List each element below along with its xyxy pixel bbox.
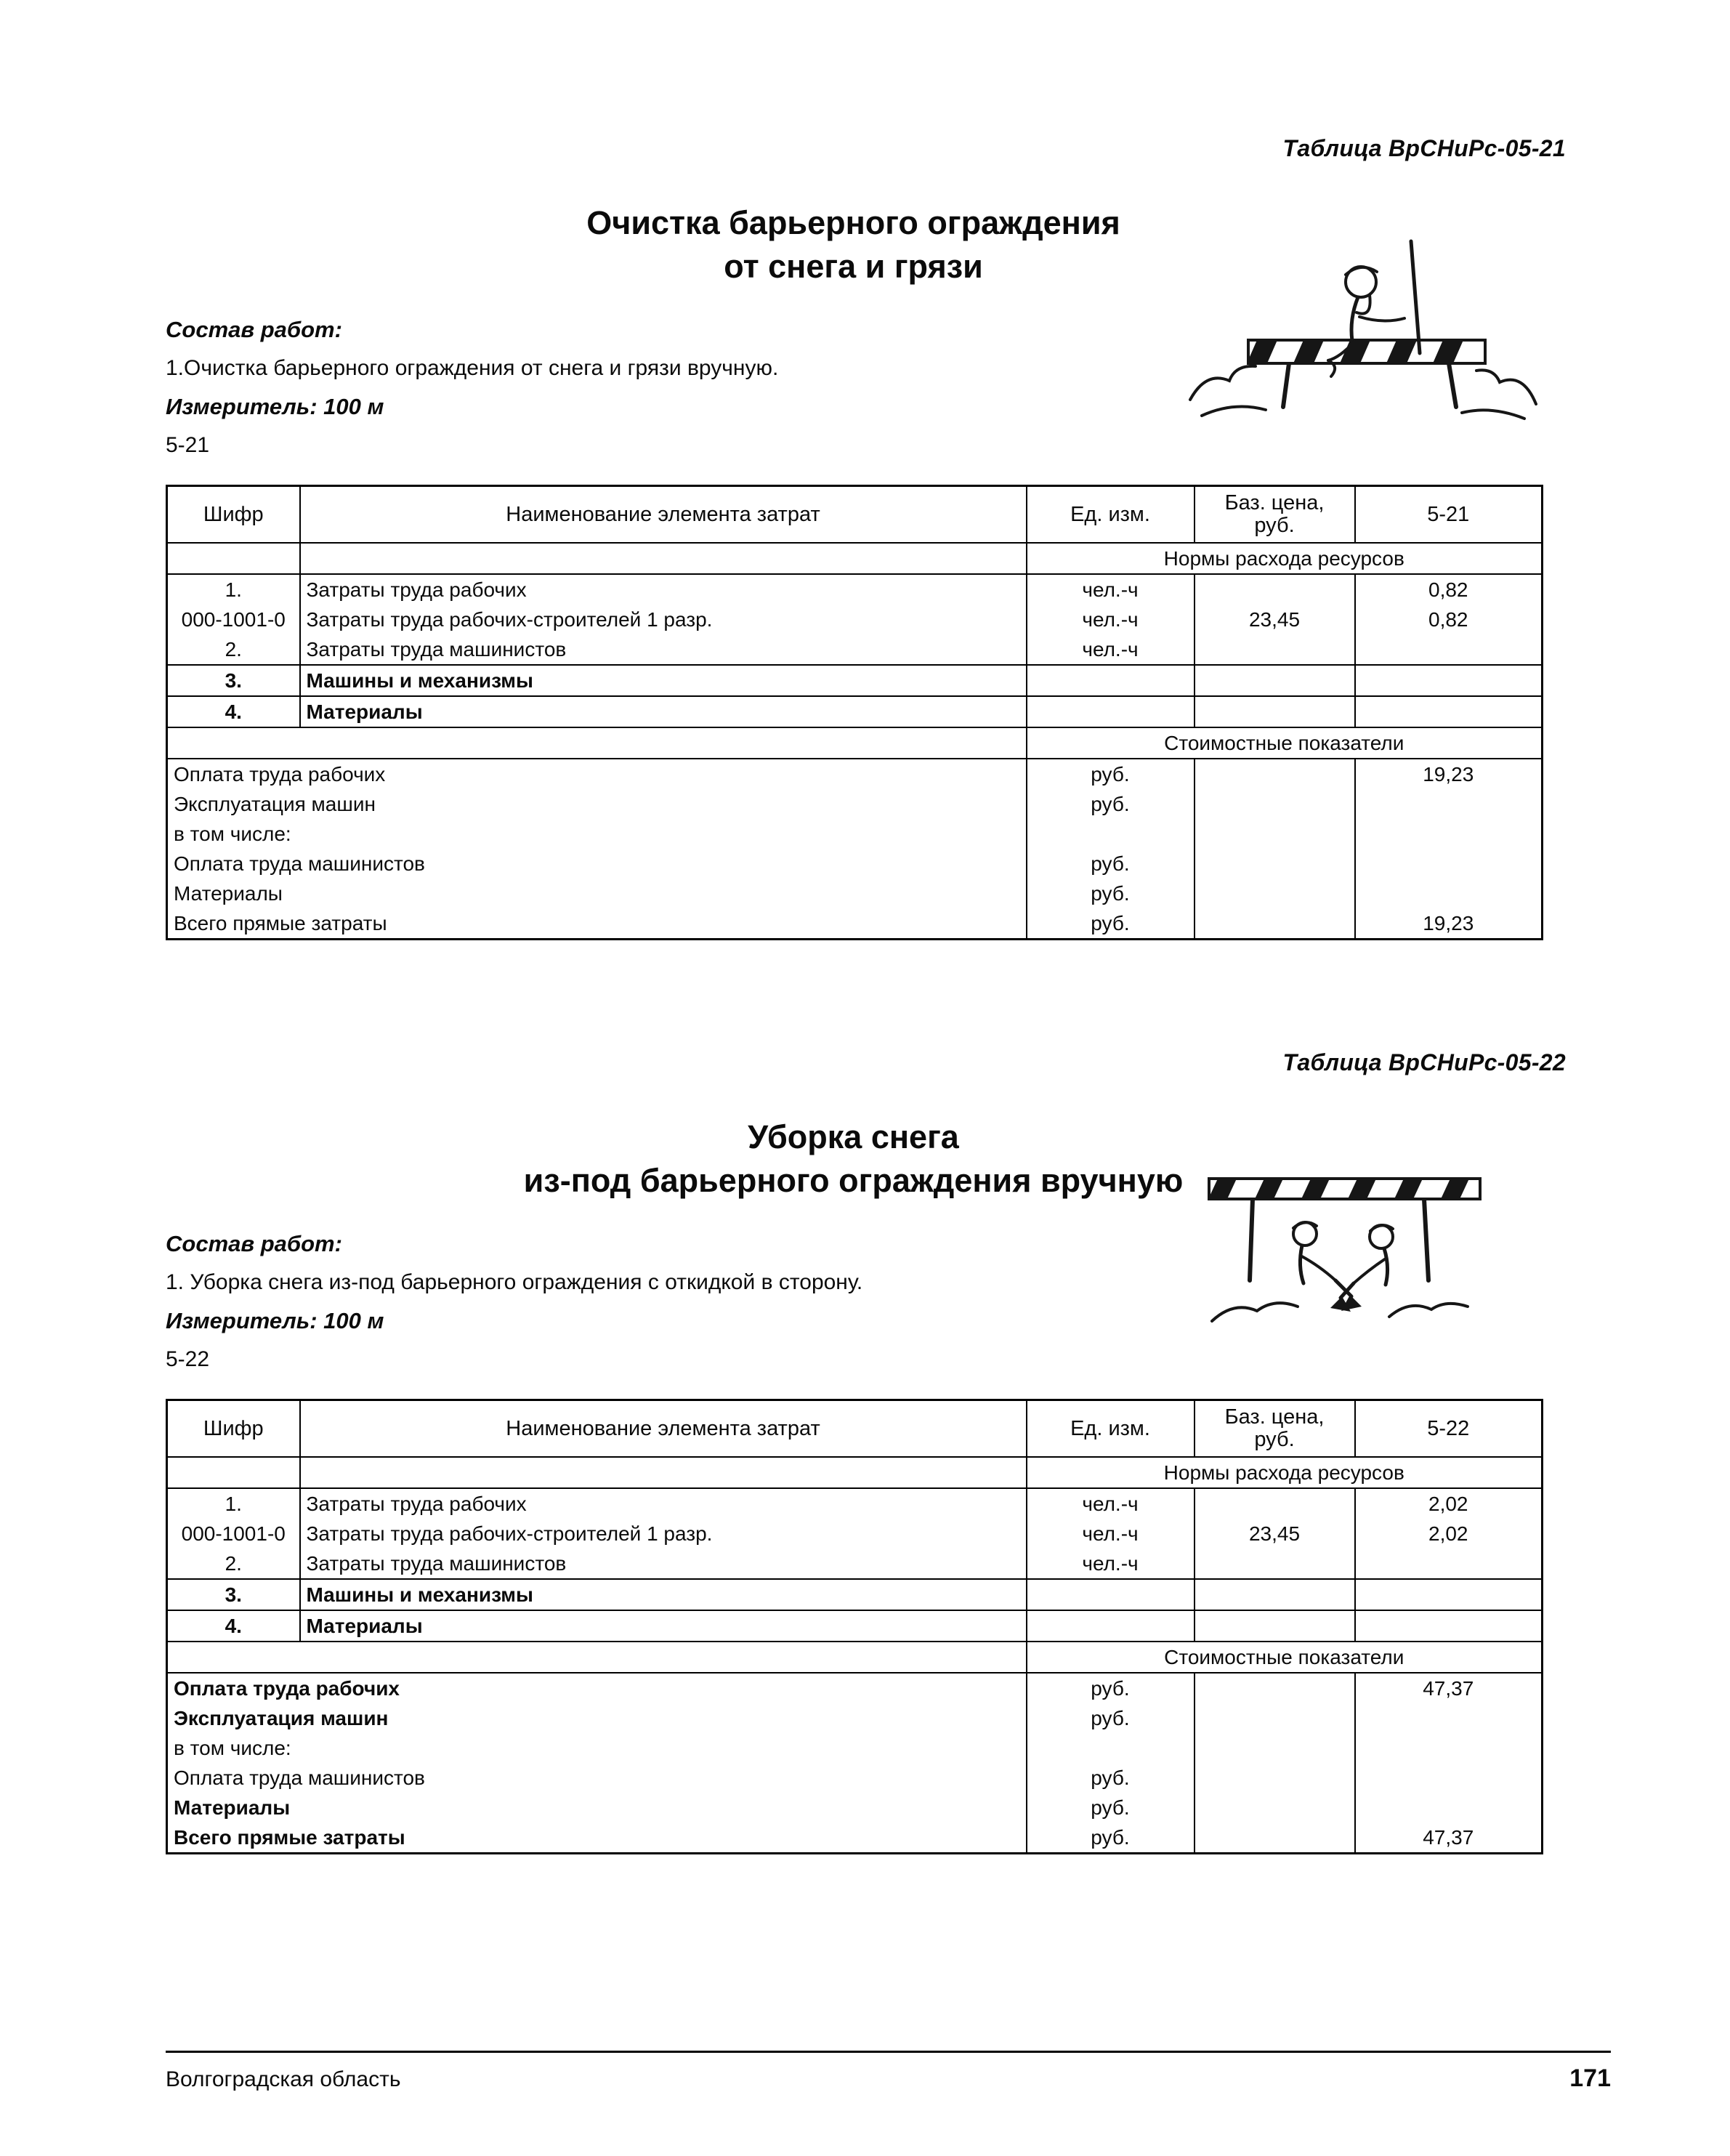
empty-cell: [300, 543, 1027, 574]
table-header-row: [167, 1400, 1543, 1458]
name-cell: Машины и механизмы: [300, 1579, 1027, 1610]
cost-row: [167, 908, 1543, 940]
price-cell: [1195, 908, 1355, 940]
col-header-unit: Ед. изм.: [1027, 486, 1195, 544]
norms-band-label: Нормы расхода ресурсов: [1027, 1457, 1543, 1488]
resource-row: [167, 634, 1543, 665]
workers-shoveling-snow-illustration-icon: [1205, 1160, 1484, 1338]
price-cell: [1195, 1822, 1355, 1854]
norm-code: 5-22: [166, 1347, 210, 1371]
unit-cell: чел.-ч: [1027, 1488, 1195, 1519]
name-cell: Машины и механизмы: [300, 665, 1027, 696]
shifr-cell: 4.: [167, 1610, 300, 1642]
price-cell: [1195, 849, 1355, 879]
price-cell: [1195, 1763, 1355, 1793]
value-cell: [1355, 1610, 1543, 1642]
value-cell: [1355, 879, 1543, 908]
price-cell: [1195, 1488, 1355, 1519]
empty-cell: [300, 1457, 1027, 1488]
resource-row: [167, 1549, 1543, 1579]
value-cell: [1355, 1579, 1543, 1610]
price-cell: [1195, 879, 1355, 908]
name-cell: Всего прямые затраты: [167, 908, 1027, 940]
name-cell: Оплата труда рабочих: [167, 759, 1027, 789]
resource-row: [167, 696, 1543, 727]
name-cell: Оплата труда рабочих: [167, 1673, 1027, 1703]
norms-band-label: Нормы расхода ресурсов: [1027, 543, 1543, 574]
unit-cell: [1027, 665, 1195, 696]
value-cell: 2,02: [1355, 1488, 1543, 1519]
base-price-line2: руб.: [1254, 1428, 1295, 1451]
cost-band-label: Стоимостные показатели: [1027, 727, 1543, 759]
unit-cell: [1027, 1610, 1195, 1642]
value-cell: [1355, 1793, 1543, 1822]
table-caption-05-22: Таблица ВрСНиРс-05-22: [1282, 1049, 1566, 1075]
value-cell: 47,37: [1355, 1822, 1543, 1854]
value-cell: [1355, 1703, 1543, 1733]
work-scope-item: 1.Очистка барьерного ограждения от снега и грязи вручную.: [166, 356, 779, 380]
cost-row: [167, 1673, 1543, 1703]
price-cell: [1195, 574, 1355, 605]
name-cell: Материалы: [167, 1793, 1027, 1822]
unit-cell: чел.-ч: [1027, 574, 1195, 605]
resource-row: [167, 605, 1543, 634]
name-cell: Эксплуатация машин: [167, 789, 1027, 819]
cost-row: [167, 1763, 1543, 1793]
price-cell: [1195, 696, 1355, 727]
work-scope-label: Состав работ:: [166, 1231, 342, 1256]
measure-label: Измеритель: 100 м: [166, 394, 384, 419]
empty-cell: [167, 727, 1027, 759]
name-cell: Материалы: [167, 879, 1027, 908]
value-cell: [1355, 819, 1543, 849]
value-cell: [1355, 665, 1543, 696]
price-cell: [1195, 1673, 1355, 1703]
col-header-unit: Ед. изм.: [1027, 1400, 1195, 1458]
name-cell: Затраты труда машинистов: [300, 634, 1027, 665]
shifr-cell: 2.: [167, 634, 300, 665]
name-cell: Затраты труда машинистов: [300, 1549, 1027, 1579]
unit-cell: руб.: [1027, 908, 1195, 940]
shifr-cell: 3.: [167, 1579, 300, 1610]
section-title-line2: из-под барьерного ограждения вручную: [523, 1162, 1184, 1199]
section-title-line1: Уборка снега: [748, 1118, 959, 1155]
unit-cell: чел.-ч: [1027, 1549, 1195, 1579]
col-header-shifr: Шифр: [167, 1400, 300, 1458]
page-footer: [166, 2051, 1611, 2093]
col-header-code: 5-22: [1355, 1400, 1543, 1458]
cost-row: [167, 759, 1543, 789]
unit-cell: чел.-ч: [1027, 1519, 1195, 1549]
unit-cell: [1027, 1579, 1195, 1610]
work-scope-label: Состав работ:: [166, 317, 342, 342]
col-header-shifr: Шифр: [167, 486, 300, 544]
base-price-line1: Баз. цена,: [1224, 1405, 1325, 1429]
resource-row: [167, 574, 1543, 605]
resource-row: [167, 1488, 1543, 1519]
price-cell: 23,45: [1195, 1519, 1355, 1549]
cost-row: [167, 1733, 1543, 1763]
unit-cell: руб.: [1027, 1673, 1195, 1703]
worker-on-guardrail-illustration-icon: [1181, 231, 1545, 431]
price-cell: 23,45: [1195, 605, 1355, 634]
col-header-code: 5-21: [1355, 486, 1543, 544]
name-cell: в том числе:: [167, 1733, 1027, 1763]
resource-row: [167, 1519, 1543, 1549]
unit-cell: чел.-ч: [1027, 605, 1195, 634]
unit-cell: [1027, 819, 1195, 849]
unit-cell: руб.: [1027, 1703, 1195, 1733]
name-cell: Затраты труда рабочих-строителей 1 разр.: [300, 1519, 1027, 1549]
resource-row: [167, 1579, 1543, 1610]
shifr-cell: 000-1001-0: [167, 605, 300, 634]
norms-band-row: [167, 1457, 1543, 1488]
empty-cell: [167, 543, 300, 574]
name-cell: Затраты труда рабочих: [300, 574, 1027, 605]
base-price-line1: Баз. цена,: [1224, 491, 1325, 514]
price-cell: [1195, 1703, 1355, 1733]
value-cell: [1355, 849, 1543, 879]
resource-row: [167, 665, 1543, 696]
col-header-base-price: [1195, 1400, 1355, 1458]
price-cell: [1195, 819, 1355, 849]
price-cell: [1195, 789, 1355, 819]
cost-table-5-21: [166, 485, 1543, 940]
cost-row: [167, 789, 1543, 819]
value-cell: 19,23: [1355, 759, 1543, 789]
unit-cell: руб.: [1027, 759, 1195, 789]
value-cell: 19,23: [1355, 908, 1543, 940]
unit-cell: чел.-ч: [1027, 634, 1195, 665]
value-cell: 0,82: [1355, 574, 1543, 605]
measure-label: Измеритель: 100 м: [166, 1308, 384, 1333]
cost-row: [167, 1793, 1543, 1822]
value-cell: [1355, 696, 1543, 727]
cost-band-label: Стоимостные показатели: [1027, 1642, 1543, 1673]
cost-row: [167, 819, 1543, 849]
value-cell: 47,37: [1355, 1673, 1543, 1703]
unit-cell: руб.: [1027, 1822, 1195, 1854]
name-cell: Оплата труда машинистов: [167, 849, 1027, 879]
cost-band-row: [167, 1642, 1543, 1673]
unit-cell: руб.: [1027, 1763, 1195, 1793]
shifr-cell: 4.: [167, 696, 300, 727]
empty-cell: [167, 1642, 1027, 1673]
col-header-name: Наименование элемента затрат: [300, 486, 1027, 544]
value-cell: [1355, 1733, 1543, 1763]
section-title-line1: Очистка барьерного ограждения: [586, 204, 1120, 241]
cost-table-5-22: [166, 1399, 1543, 1854]
price-cell: [1195, 1793, 1355, 1822]
norm-code: 5-21: [166, 433, 210, 457]
unit-cell: руб.: [1027, 789, 1195, 819]
name-cell: Материалы: [300, 696, 1027, 727]
price-cell: [1195, 1549, 1355, 1579]
price-cell: [1195, 1733, 1355, 1763]
table-header-row: [167, 486, 1543, 544]
work-scope-item: 1. Уборка снега из-под барьерного ограждения с откидкой в сторону.: [166, 1270, 863, 1294]
value-cell: 2,02: [1355, 1519, 1543, 1549]
name-cell: в том числе:: [167, 819, 1027, 849]
name-cell: Затраты труда рабочих: [300, 1488, 1027, 1519]
shifr-cell: 1.: [167, 574, 300, 605]
shifr-cell: 1.: [167, 1488, 300, 1519]
col-header-base-price: [1195, 486, 1355, 544]
shifr-cell: 2.: [167, 1549, 300, 1579]
price-cell: [1195, 665, 1355, 696]
shifr-cell: 000-1001-0: [167, 1519, 300, 1549]
name-cell: Эксплуатация машин: [167, 1703, 1027, 1733]
cost-row: [167, 1822, 1543, 1854]
base-price-line2: руб.: [1254, 514, 1295, 537]
shifr-cell: 3.: [167, 665, 300, 696]
name-cell: Всего прямые затраты: [167, 1822, 1027, 1854]
cost-row: [167, 849, 1543, 879]
unit-cell: [1027, 696, 1195, 727]
name-cell: Оплата труда машинистов: [167, 1763, 1027, 1793]
section-title-line2: от снега и грязи: [724, 248, 983, 285]
norms-band-row: [167, 543, 1543, 574]
page-number: 171: [1569, 2064, 1611, 2092]
name-cell: Материалы: [300, 1610, 1027, 1642]
unit-cell: руб.: [1027, 849, 1195, 879]
price-cell: [1195, 759, 1355, 789]
unit-cell: руб.: [1027, 1793, 1195, 1822]
unit-cell: руб.: [1027, 879, 1195, 908]
value-cell: [1355, 1763, 1543, 1793]
value-cell: 0,82: [1355, 605, 1543, 634]
cost-band-row: [167, 727, 1543, 759]
name-cell: Затраты труда рабочих-строителей 1 разр.: [300, 605, 1027, 634]
price-cell: [1195, 1610, 1355, 1642]
cost-row: [167, 1703, 1543, 1733]
unit-cell: [1027, 1733, 1195, 1763]
cost-row: [167, 879, 1543, 908]
value-cell: [1355, 634, 1543, 665]
resource-row: [167, 1610, 1543, 1642]
footer-region-label: Волгоградская область: [166, 2067, 401, 2091]
price-cell: [1195, 634, 1355, 665]
value-cell: [1355, 1549, 1543, 1579]
col-header-name: Наименование элемента затрат: [300, 1400, 1027, 1458]
value-cell: [1355, 789, 1543, 819]
table-caption-05-21: Таблица ВрСНиРс-05-21: [1282, 135, 1566, 161]
empty-cell: [167, 1457, 300, 1488]
price-cell: [1195, 1579, 1355, 1610]
